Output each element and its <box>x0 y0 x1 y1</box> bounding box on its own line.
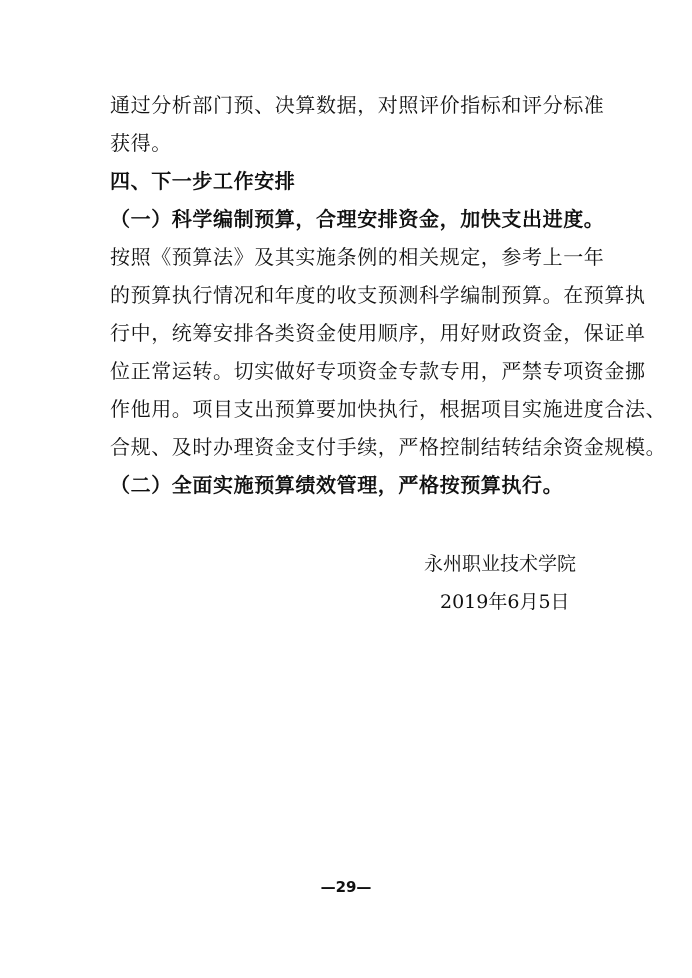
paragraph-line: 获得。 <box>110 131 172 155</box>
subsection-heading: （一）科学编制预算，合理安排资金，加快支出进度。 <box>110 207 605 231</box>
paragraph-line: 的预算执行情况和年度的收支预测科学编制预算。在预算执 <box>110 283 646 307</box>
paragraph-line: 作他用。项目支出预算要加快执行，根据项目实施进度合法、 <box>110 397 667 421</box>
signature-date: 2019年6月5日 <box>440 591 570 613</box>
paragraph-line: 合规、及时办理资金支付手续，严格控制结转结余资金规模。 <box>110 435 667 459</box>
section-heading: 四、下一步工作安排 <box>110 169 296 193</box>
paragraph-line: 通过分析部门预、决算数据，对照评价指标和评分标准 <box>110 93 605 117</box>
subsection-heading: （二）全面实施预算绩效管理，严格按预算执行。 <box>110 473 564 497</box>
paragraph-line: 行中，统筹安排各类资金使用顺序，用好财政资金，保证单 <box>110 321 646 345</box>
paragraph-line: 位正常运转。切实做好专项资金专款专用，严禁专项资金挪 <box>110 359 646 383</box>
page-number: —29— <box>320 878 372 896</box>
paragraph-line: 按照《预算法》及其实施条例的相关规定，参考上一年 <box>110 245 605 269</box>
signature-organization: 永州职业技术学院 <box>424 553 577 575</box>
